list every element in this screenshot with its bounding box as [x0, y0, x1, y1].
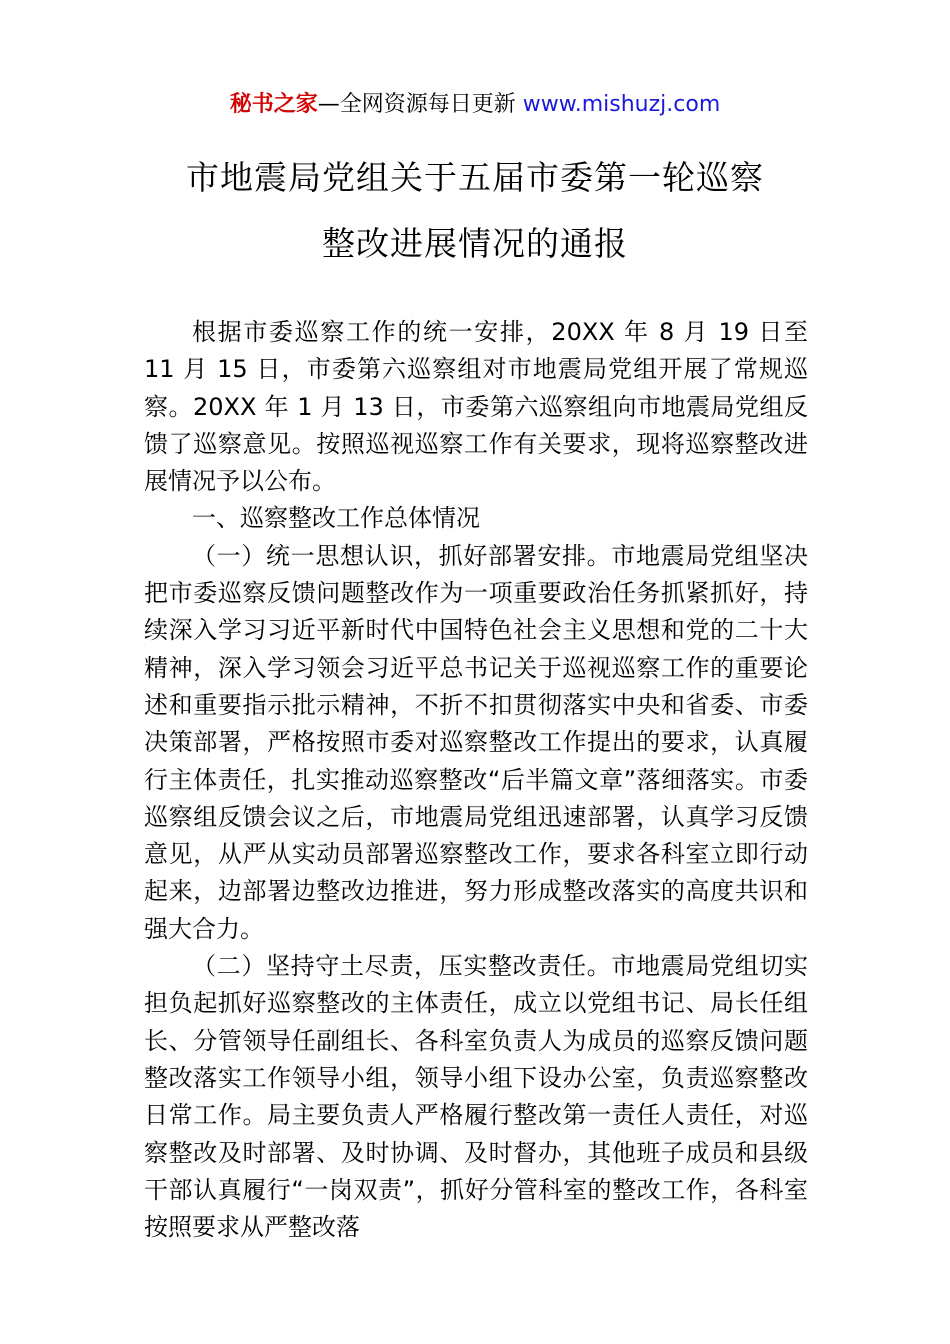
- paragraph-subsection-1: （一）统一思想认识，抓好部署安排。市地震局党组坚决把市委巡察反馈问题整改作为一项重要政治任务抓紧抓好，持续深入学习习近平新时代中国特色社会主义思想和党的二十大精神，深入学习领会习近平总书记关于巡视巡察工作的重要论述和重要指示批示精神，不折不扣贯彻落实中央和省委、市委决策部署，严格按照市委对巡察整改工作提出的要求，认真履行主体责任，扎实推动巡察整改“后半篇文章”落细落实。市委巡察组反馈会议之后，市地震局党组迅速部署，认真学习反馈意见，从严从实动员部署巡察整改工作，要求各科室立即行动起来，边部署边整改边推进，努力形成整改落实的高度共识和强大合力。: [144, 541, 808, 943]
- document-title-line-2: 整改进展情况的通报: [322, 224, 628, 263]
- site-slogan: —全网资源每日更新: [317, 92, 523, 117]
- paragraph-intro: 根据市委巡察工作的统一安排，20XX 年 8 月 19 日至 11 月 15 日，市委第六巡察组对市地震局党组开展了常规巡察。20XX 年 1 月 13 日，市委第六巡察组向市地震局党组反馈了巡察意见。按照巡视巡察工作有关要求，现将巡察整改进展情况予以公布。: [144, 318, 808, 496]
- document-title-line-1: 市地震局党组关于五届市委第一轮巡察: [186, 158, 764, 197]
- section-heading-1: 一、巡察整改工作总体情况: [192, 504, 480, 533]
- site-brand: 秘书之家: [229, 92, 318, 117]
- paragraph-subsection-2: （二）坚持守土尽责，压实整改责任。市地震局党组切实担负起抓好巡察整改的主体责任，成立以党组书记、局长任组长、分管领导任副组长、各科室负责人为成员的巡察反馈问题整改落实工作领导小组，领导小组下设办公室，负责巡察整改日常工作。局主要负责人严格履行整改第一责任人责任，对巡察整改及时部署、及时协调、及时督办，其他班子成员和县级干部认真履行“一岗双责”，抓好分管科室的整改工作，各科室按照要求从严整改落: [144, 952, 808, 1242]
- site-url-link[interactable]: www.mishuzj.com: [522, 92, 721, 117]
- site-header: [0, 88, 950, 122]
- document-body: [144, 314, 808, 1246]
